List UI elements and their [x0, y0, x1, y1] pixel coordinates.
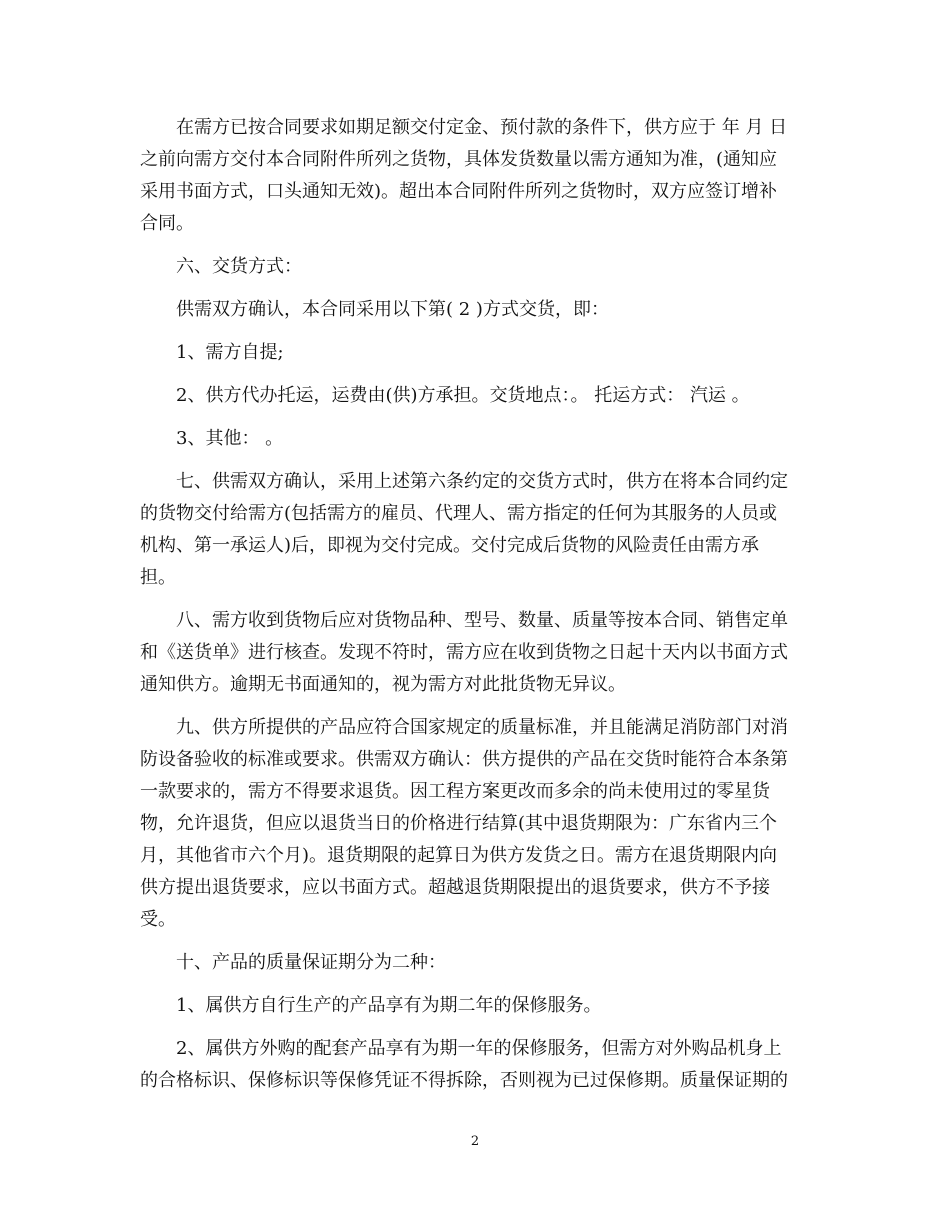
paragraph — [140, 337, 820, 369]
text-line: 的合格标识、保修标识等保修凭证不得拆除，否则视为已过保修期。质量保证期的 — [140, 1070, 788, 1091]
paragraph — [140, 712, 820, 936]
text-line: 合同。 — [140, 213, 194, 234]
document-body — [140, 112, 820, 1108]
page-number: 2 — [470, 1134, 480, 1149]
text-line: 1、属供方自行生产的产品享有为期二年的保修服务。 — [176, 995, 602, 1016]
text-line: 采用书面方式，口头通知无效)。超出本合同附件所列之货物时，双方应签订增补 — [140, 181, 778, 202]
text-line: 在需方已按合同要求如期足额交付定金、预付款的条件下，供方应于 年 月 日 — [176, 117, 788, 138]
text-line: 九、供方所提供的产品应符合国家规定的质量标准，并且能满足消防部门对消 — [176, 717, 788, 738]
paragraph — [140, 466, 820, 594]
text-line: 3、其他： 。 — [176, 428, 284, 449]
paragraph — [140, 423, 820, 455]
text-line: 月，其他省市六个月)。退货期限的起算日为供方发货之日。需方在退货期限内向 — [140, 845, 778, 866]
text-line: 一款要求的，需方不得要求退货。因工程方案更改而多余的尚未使用过的零星货 — [140, 781, 770, 802]
text-line: 之前向需方交付本合同附件所列之货物，具体发货数量以需方通知为准，(通知应 — [140, 149, 778, 170]
text-line: 物，允许退货，但应以退货当日的价格进行结算(其中退货期限为：广东省内三个 — [140, 813, 778, 834]
text-line: 七、供需双方确认，采用上述第六条约定的交货方式时，供方在将本合同约定 — [176, 471, 788, 492]
text-line: 2、属供方外购的配套产品享有为期一年的保修服务，但需方对外购品机身上 — [176, 1038, 782, 1059]
paragraph — [140, 1033, 820, 1097]
text-line: 担。 — [140, 567, 176, 588]
text-line: 的货物交付给需方(包括需方的雇员、代理人、需方指定的任何为其服务的人员或 — [140, 503, 778, 524]
paragraph — [140, 990, 820, 1022]
text-line: 防设备验收的标准或要求。供需双方确认：供方提供的产品在交货时能符合本条第 — [140, 749, 788, 770]
paragraph — [140, 380, 820, 412]
text-line: 通知供方。逾期无书面通知的，视为需方对此批货物无异议。 — [140, 674, 626, 695]
text-line: 八、需方收到货物后应对货物品种、型号、数量、质量等按本合同、销售定单 — [176, 610, 788, 631]
text-line: 十、产品的质量保证期分为二种： — [176, 952, 446, 973]
paragraph — [140, 251, 820, 283]
text-line: 供需双方确认，本合同采用以下第( 2 )方式交货，即： — [176, 299, 609, 320]
text-line: 机构、第一承运人)后，即视为交付完成。交付完成后货物的风险责任由需方承 — [140, 535, 760, 556]
text-line: 1、需方自提; — [176, 342, 284, 363]
text-line: 六、交货方式： — [176, 256, 302, 277]
paragraph — [140, 294, 820, 326]
paragraph — [140, 605, 820, 701]
text-line: 受。 — [140, 909, 176, 930]
text-line: 和《送货单》进行核查。发现不符时，需方应在收到货物之日起十天内以书面方式 — [140, 642, 788, 663]
paragraph — [140, 112, 820, 240]
text-line: 供方提出退货要求，应以书面方式。超越退货期限提出的退货要求，供方不予接 — [140, 877, 770, 898]
paragraph — [140, 947, 820, 979]
text-line: 2、供方代办托运，运费由(供)方承担。交货地点：。 托运方式： 汽运 。 — [176, 385, 750, 406]
